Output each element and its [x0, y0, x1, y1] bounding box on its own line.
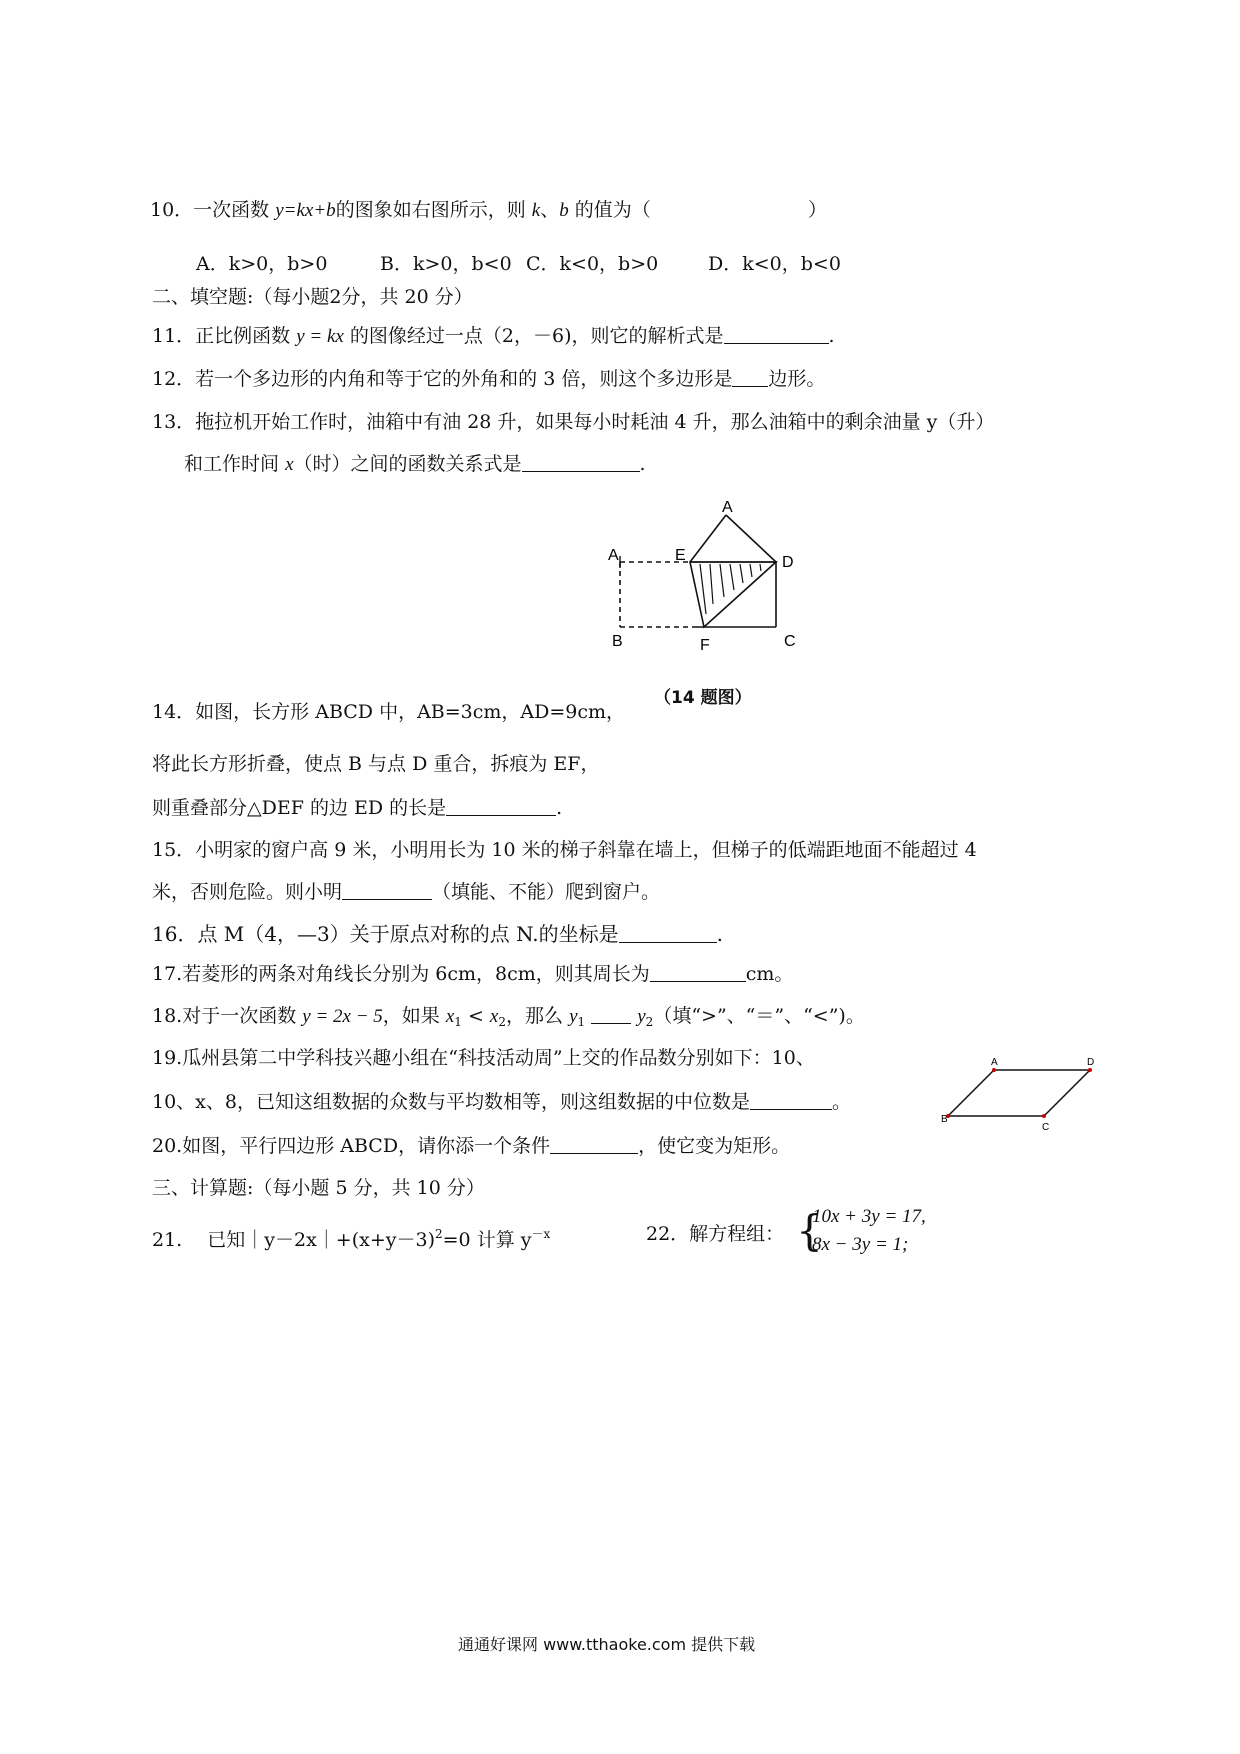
q13-text-b: （时）之间的函数关系式是 [293, 453, 522, 475]
q14-text-a: 则重叠部分△DEF 的边 ED 的长是 [152, 797, 447, 819]
q11-formula: y = kx [296, 326, 344, 347]
q18-y2: y [637, 1006, 646, 1027]
q13-end: . [639, 453, 646, 475]
section-fill-in-heading: 二、填空题:（每小题2分，共 20 分） [152, 286, 473, 308]
q18-text-c: ，那么 [506, 1005, 564, 1027]
q14-line2: 将此长方形折叠，使点 B 与点 D 重合，拆痕为 EF， [152, 753, 600, 775]
q21-text-a: 21. 已知｜y－2x｜+(x+y－3) [152, 1229, 435, 1251]
q12-text-a: 12．若一个多边形的内角和等于它的外角和的 3 倍，则这个多边形是 [152, 368, 733, 390]
q18-x1: x [445, 1006, 455, 1027]
q22-brace: { [796, 1206, 823, 1255]
q13-line2 [184, 452, 646, 477]
q18-x1-sub: 1 [454, 1015, 462, 1029]
q19-end: 。 [831, 1091, 851, 1113]
q10-k: k [531, 200, 541, 221]
q21-exponent: －x [531, 1227, 551, 1241]
q20-label-c: C [1042, 1122, 1050, 1132]
q22-equation-2: 8x − 3y = 1; [812, 1234, 909, 1255]
q18-lt: < [461, 1005, 490, 1027]
q10-stem-b: 的图象如右图所示，则 [335, 199, 526, 221]
q14-triangle-def [690, 562, 776, 627]
q17 [152, 962, 793, 986]
q18-y1: y [569, 1006, 578, 1027]
q18-y1-sub: 1 [577, 1015, 586, 1029]
q10-paren-close: ） [808, 199, 828, 221]
q14-end: . [556, 797, 563, 819]
section-calculation-heading: 三、计算题:（每小题 5 分，共 10 分） [152, 1177, 485, 1199]
q19-text-a: 10、x、8，已知这组数据的众数与平均数相等，则这组数据的中位数是 [152, 1091, 750, 1113]
q17-answer-blank[interactable] [650, 963, 746, 982]
q13-x: x [285, 454, 294, 475]
q10-option-a: A．k>0，b>0 [196, 253, 328, 275]
q13-text-a: 和工作时间 [184, 453, 280, 475]
q18-text-d: （填“>”、“＝”、“<”)。 [653, 1005, 865, 1027]
q20-vertex-c [1042, 1114, 1046, 1118]
q22-equation-1: 10x + 3y = 17, [812, 1206, 926, 1227]
q21 [152, 1222, 550, 1252]
q14-figure [600, 490, 810, 665]
q18 [152, 1004, 865, 1034]
q12 [152, 367, 825, 391]
q21-text-b: =0 计算 y [442, 1229, 532, 1251]
q14-label-c: C [784, 633, 796, 650]
q15-line1: 15．小明家的窗户高 9 米，小明用长为 10 米的梯子斜靠在墙上，但梯子的低端距地面不能超过 4 [152, 839, 977, 861]
q12-answer-blank[interactable] [732, 368, 768, 387]
q13-line1: 13．拖拉机开始工作时，油箱中有油 28 升，如果每小时耗油 4 升，那么油箱中的剩余油量 y（升） [152, 411, 995, 433]
q19-line1: 19.瓜州县第二中学科技兴趣小组在“科技活动周”上交的作品数分别如下：10、 [152, 1047, 815, 1069]
q20-label-d: D [1087, 1057, 1095, 1068]
q14-line3 [152, 796, 562, 820]
q19-answer-blank[interactable] [750, 1091, 832, 1110]
q10-option-d: D．k<0，b<0 [708, 253, 841, 275]
q10-option-c: C．k<0，b>0 [526, 253, 659, 275]
q10-b: b [559, 200, 569, 221]
q16-answer-blank[interactable] [619, 924, 717, 943]
q18-text-b: ，如果 [382, 1005, 440, 1027]
q16-text-a: 16．点 M（4，—3）关于原点对称的点 N.的坐标是 [152, 922, 619, 946]
q14-label-a-top: A [722, 499, 733, 516]
q18-y2-sub: 2 [645, 1015, 654, 1029]
q20-parallelogram-figure [940, 1052, 1100, 1132]
q10-stem-a: 10．一次函数 [150, 199, 270, 221]
footer-source-text: 通通好课网 www.tthaoke.com 提供下载 [458, 1635, 756, 1654]
q20-label-a: A [991, 1057, 998, 1068]
q14-hatching [700, 564, 761, 614]
q11-answer-blank[interactable] [724, 325, 829, 344]
q20-parallelogram [948, 1070, 1090, 1116]
q14-figure-caption: （14 题图） [654, 688, 752, 708]
q14-label-d: D [782, 554, 794, 571]
q20 [152, 1134, 790, 1158]
q16 [152, 922, 723, 946]
q15-text-b: （填能、不能）爬到窗户。 [432, 881, 661, 903]
q15-line2 [152, 880, 660, 904]
q12-text-b: 边形。 [768, 368, 826, 390]
q15-answer-blank[interactable] [342, 881, 432, 900]
q11-end: . [828, 325, 835, 347]
q18-text-a: 18.对于一次函数 [152, 1005, 297, 1027]
q20-vertex-d [1088, 1068, 1092, 1072]
q18-x2: x [489, 1006, 499, 1027]
q19-line2 [152, 1090, 851, 1114]
q21-square: 2 [435, 1227, 443, 1241]
q14-fold-edge-2 [726, 515, 776, 562]
q20-text-a: 20.如图，平行四边形 ABCD，请你添一个条件 [152, 1135, 551, 1157]
q14-label-e: E [675, 547, 686, 564]
q18-formula: y = 2x − 5 [302, 1006, 383, 1027]
q20-vertex-a [992, 1068, 996, 1072]
q11-text-a: 11．正比例函数 [152, 325, 291, 347]
q18-x2-sub: 2 [498, 1015, 506, 1029]
q16-end: . [716, 922, 724, 946]
q22-label: 22．解方程组： [646, 1223, 785, 1245]
q17-text-b: cm。 [745, 963, 794, 985]
q20-text-b: ，使它变为矩形。 [638, 1135, 791, 1157]
q10-option-b: B．k>0，b<0 [380, 253, 512, 275]
q14-line1: 14．如图，长方形 ABCD 中，AB=3cm，AD=9cm， [152, 701, 626, 723]
q17-text-a: 17.若菱形的两条对角线长分别为 6cm，8cm，则其周长为 [152, 963, 650, 985]
q14-label-a-left: A [608, 547, 619, 564]
q15-text-a: 米，否则危险。则小明 [152, 881, 343, 903]
q10-stem [150, 198, 651, 223]
q14-label-b: B [612, 633, 623, 650]
q18-answer-blank[interactable] [591, 1005, 631, 1024]
q14-answer-blank[interactable] [446, 797, 556, 816]
q20-label-b: B [941, 1114, 948, 1125]
q10-stem-c: 的值为（ [574, 199, 651, 221]
q14-label-f: F [700, 637, 710, 654]
q10-formula: y=kx+b [275, 200, 336, 221]
q14-fold-edge-1 [690, 515, 726, 562]
q11-text-b: 的图像经过一点（2，－6)，则它的解析式是 [349, 325, 724, 347]
q11 [152, 324, 835, 349]
q20-answer-blank[interactable] [550, 1135, 638, 1154]
q13-answer-blank[interactable] [522, 453, 640, 472]
q10-sep: 、 [540, 199, 560, 221]
